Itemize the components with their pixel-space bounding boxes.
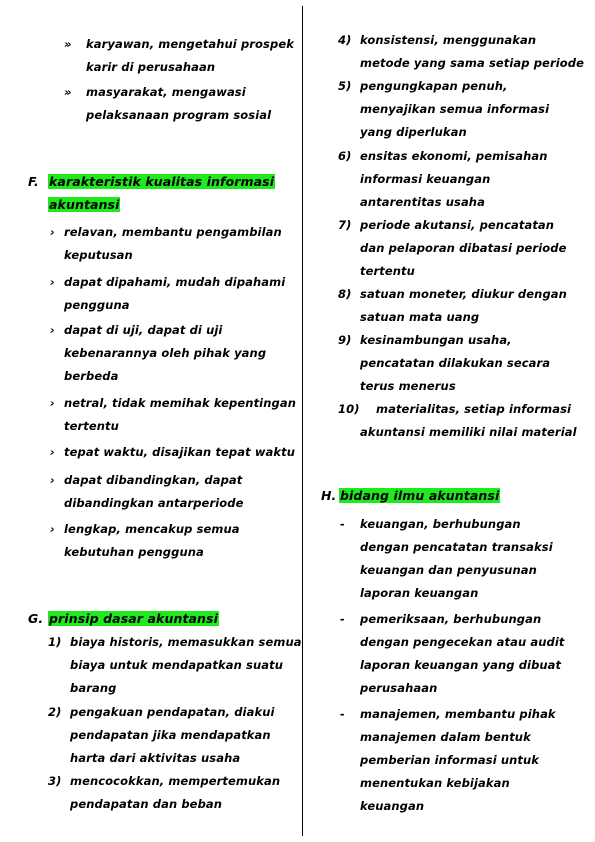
number-marker: 3) bbox=[48, 774, 62, 788]
item-text: perusahaan bbox=[360, 681, 438, 695]
bullet-text: tepat waktu, disajikan tepat waktu bbox=[64, 445, 296, 459]
bullet-text: masyarakat, mengawasi bbox=[86, 85, 246, 99]
item-text: pengakuan pendapatan, diakui bbox=[70, 705, 275, 719]
item-text: tertentu bbox=[360, 264, 415, 278]
item-text: dan pelaporan dibatasi periode bbox=[360, 241, 567, 255]
bullet-text: pengguna bbox=[64, 298, 130, 312]
item-text: manajemen dalam bentuk bbox=[360, 730, 531, 744]
dash-marker: - bbox=[340, 612, 345, 626]
item-text: keuangan dan penyusunan bbox=[360, 563, 537, 577]
bullet-marker: › bbox=[50, 396, 55, 410]
item-text: materialitas, setiap informasi bbox=[376, 402, 572, 416]
number-marker: 6) bbox=[338, 149, 352, 163]
bullet-text: berbeda bbox=[64, 369, 119, 383]
item-text: dengan pencatatan transaksi bbox=[360, 540, 553, 554]
bullet-text: pelaksanaan program sosial bbox=[86, 108, 272, 122]
bullet-marker: › bbox=[50, 225, 55, 239]
item-text: harta dari aktivitas usaha bbox=[70, 751, 241, 765]
section-title: karakteristik kualitas informasi bbox=[49, 174, 275, 189]
bullet-text: dapat dibandingkan, dapat bbox=[64, 473, 243, 487]
bullet-marker: › bbox=[50, 473, 55, 487]
item-text: manajemen, membantu pihak bbox=[360, 707, 556, 721]
number-marker: 7) bbox=[338, 218, 352, 232]
item-text: terus menerus bbox=[360, 379, 456, 393]
item-text: periode akutansi, pencatatan bbox=[360, 218, 555, 232]
number-marker: 10) bbox=[338, 402, 360, 416]
bullet-text: dibandingkan antarperiode bbox=[64, 496, 244, 510]
bullet-text: relavan, membantu pengambilan bbox=[64, 225, 282, 239]
bullet-text: dapat di uji, dapat di uji bbox=[64, 323, 223, 337]
item-text: pendapatan jika mendapatkan bbox=[70, 728, 271, 742]
number-marker: 4) bbox=[338, 33, 352, 47]
number-marker: 5) bbox=[338, 79, 352, 93]
section-title: bidang ilmu akuntansi bbox=[340, 488, 500, 503]
item-text: ensitas ekonomi, pemisahan bbox=[360, 149, 548, 163]
item-text: keuangan bbox=[360, 799, 425, 813]
bullet-text: netral, tidak memihak kepentingan bbox=[64, 396, 296, 410]
item-text: biaya historis, memasukkan semua bbox=[70, 635, 302, 649]
bullet-marker: › bbox=[50, 445, 55, 459]
item-text: pendapatan dan beban bbox=[70, 797, 223, 811]
item-text: dengan pengecekan atau audit bbox=[360, 635, 565, 649]
item-text: antarentitas usaha bbox=[360, 195, 485, 209]
item-text: keuangan, berhubungan bbox=[360, 517, 521, 531]
bullet-marker: › bbox=[50, 275, 55, 289]
item-text: mencocokkan, mempertemukan bbox=[70, 774, 281, 788]
number-marker: 2) bbox=[48, 705, 62, 719]
number-marker: 8) bbox=[338, 287, 352, 301]
section-letter: G. bbox=[28, 611, 44, 626]
item-text: metode yang sama setiap periode bbox=[360, 56, 585, 70]
item-text: menentukan kebijakan bbox=[360, 776, 510, 790]
item-text: akuntansi memiliki nilai material bbox=[360, 425, 577, 439]
item-text: konsistensi, menggunakan bbox=[360, 33, 537, 47]
bullet-text: karir di perusahaan bbox=[86, 60, 216, 74]
bullet-text: keputusan bbox=[64, 248, 133, 262]
item-text: menyajikan semua informasi bbox=[360, 102, 550, 116]
bullet-text: karyawan, mengetahui prospek bbox=[86, 37, 294, 51]
item-text: laporan keuangan yang dibuat bbox=[360, 658, 562, 672]
bullet-text: kebutuhan pengguna bbox=[64, 545, 204, 559]
bullet-marker: » bbox=[64, 85, 72, 99]
section-letter: F. bbox=[28, 174, 39, 189]
bullet-text: kebenarannya oleh pihak yang bbox=[64, 346, 267, 360]
bullet-text: lengkap, mencakup semua bbox=[64, 522, 240, 536]
number-marker: 9) bbox=[338, 333, 352, 347]
number-marker: 1) bbox=[48, 635, 62, 649]
item-text: kesinambungan usaha, bbox=[360, 333, 512, 347]
dash-marker: - bbox=[340, 707, 345, 721]
item-text: pencatatan dilakukan secara bbox=[360, 356, 551, 370]
bullet-marker: › bbox=[50, 522, 55, 536]
bullet-marker: » bbox=[64, 37, 72, 51]
item-text: laporan keuangan bbox=[360, 586, 479, 600]
item-text: pemeriksaan, berhubungan bbox=[360, 612, 542, 626]
item-text: pengungkapan penuh, bbox=[360, 79, 508, 93]
item-text: pemberian informasi untuk bbox=[360, 753, 540, 767]
item-text: satuan moneter, diukur dengan bbox=[360, 287, 567, 301]
bullet-text: dapat dipahami, mudah dipahami bbox=[64, 275, 286, 289]
item-text: yang diperlukan bbox=[360, 125, 467, 139]
item-text: informasi keuangan bbox=[360, 172, 491, 186]
item-text: satuan mata uang bbox=[360, 310, 480, 324]
item-text: biaya untuk mendapatkan suatu bbox=[70, 658, 283, 672]
dash-marker: - bbox=[340, 517, 345, 531]
bullet-marker: › bbox=[50, 323, 55, 337]
section-letter: H. bbox=[321, 488, 337, 503]
bullet-text: tertentu bbox=[64, 419, 119, 433]
section-title: prinsip dasar akuntansi bbox=[49, 611, 218, 626]
section-title: akuntansi bbox=[49, 197, 120, 212]
column-divider bbox=[302, 6, 303, 836]
item-text: barang bbox=[70, 681, 117, 695]
